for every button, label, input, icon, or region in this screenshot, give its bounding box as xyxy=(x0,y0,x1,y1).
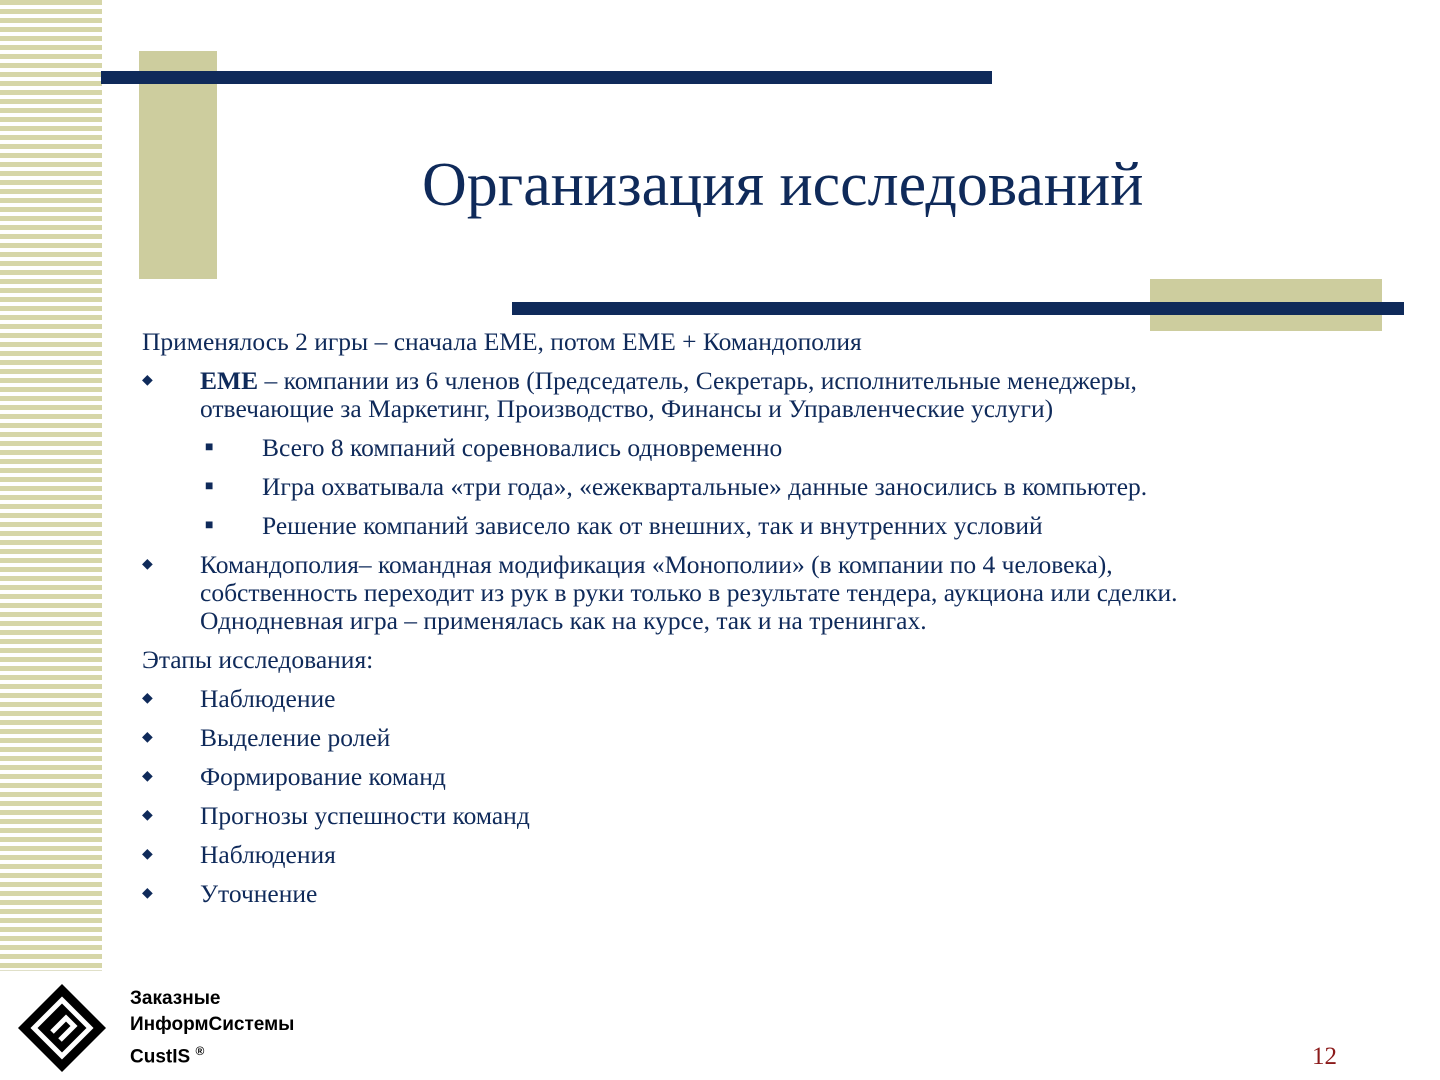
stage-list-item xyxy=(142,802,1322,830)
logo-line-2: ИнформСистемы xyxy=(130,1014,295,1035)
diamond-bullet-icon: ◆ xyxy=(142,886,153,901)
stage-list-item xyxy=(142,880,1322,908)
stage-text: Выделение ролей xyxy=(200,723,391,752)
stage-list-item xyxy=(142,841,1322,869)
square-bullet-icon: ■ xyxy=(205,518,214,533)
registered-mark: ® xyxy=(195,1044,205,1058)
stage-text: Формирование команд xyxy=(200,762,446,791)
navy-bar-bottom xyxy=(512,302,1404,315)
olive-block-top xyxy=(139,51,217,279)
diamond-bullet-icon: ◆ xyxy=(142,373,153,388)
striped-sidebar-decoration xyxy=(0,0,102,970)
eme-bold-label: ЕМЕ xyxy=(200,366,259,395)
intro-text: Применялось 2 игры – сначала ЕМЕ, потом ЕМЕ + Командополия xyxy=(142,327,862,356)
company-logo-text xyxy=(130,986,294,1070)
komando-text-line3: Однодневная игра – применялась как на курсе, так и на тренингах. xyxy=(200,606,927,635)
page-number: 12 xyxy=(1312,1043,1337,1070)
komando-text-line1: Командополия– командная модификация «Монополии» (в компании по 4 человека), xyxy=(200,550,1113,579)
diamond-bullet-icon: ◆ xyxy=(142,557,153,572)
eme-text-line1: – компании из 6 членов (Председатель, Секретарь, исполнительные менеджеры, xyxy=(258,366,1137,395)
slide-title: Организация исследований xyxy=(422,151,1144,219)
stage-text: Наблюдение xyxy=(200,684,336,713)
sub-list-item xyxy=(142,512,1322,540)
sub-list-item xyxy=(142,434,1322,462)
custis-diamond-logo-icon xyxy=(16,982,108,1074)
sub-item-text: Решение компаний зависело как от внешних, так и внутренних условий xyxy=(262,511,1043,540)
sub-list-item xyxy=(142,473,1322,501)
komando-text-line2: собственность переходит из рук в руки только в результате тендера, аукциона или сделки. xyxy=(200,578,1178,607)
stages-heading: Этапы исследования: xyxy=(142,645,374,674)
footer-divider xyxy=(0,970,102,971)
eme-text-line2: отвечающие за Маркетинг, Производство, Финансы и Управленческие услуги) xyxy=(200,394,1054,423)
slide-content xyxy=(142,328,1322,919)
square-bullet-icon: ■ xyxy=(205,479,214,494)
diamond-bullet-icon: ◆ xyxy=(142,691,153,706)
diamond-bullet-icon: ◆ xyxy=(142,808,153,823)
stage-list-item xyxy=(142,724,1322,752)
list-item-komandopolia xyxy=(142,551,1322,635)
sub-item-text: Игра охватывала «три года», «ежеквартальные» данные заносились в компьютер. xyxy=(262,472,1148,501)
diamond-bullet-icon: ◆ xyxy=(142,769,153,784)
stage-list-item xyxy=(142,763,1322,791)
stage-text: Уточнение xyxy=(200,879,318,908)
sub-item-text: Всего 8 компаний соревновались одновременно xyxy=(262,433,783,462)
list-item-eme xyxy=(142,367,1322,423)
stage-text: Наблюдения xyxy=(200,840,336,869)
diamond-bullet-icon: ◆ xyxy=(142,730,153,745)
logo-line-1: Заказные xyxy=(130,988,221,1009)
logo-line-3: CustIS xyxy=(130,1046,191,1068)
square-bullet-icon: ■ xyxy=(205,440,214,455)
stage-text: Прогнозы успешности команд xyxy=(200,801,530,830)
diamond-bullet-icon: ◆ xyxy=(142,847,153,862)
navy-bar-top xyxy=(101,71,992,84)
stage-list-item xyxy=(142,685,1322,713)
